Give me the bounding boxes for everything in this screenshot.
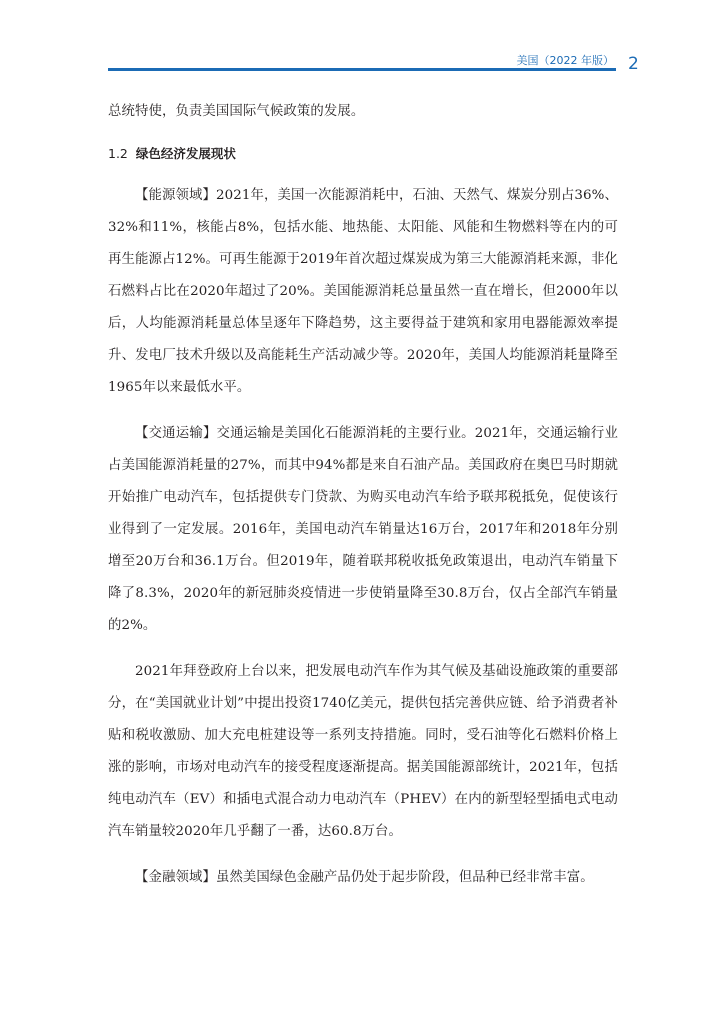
section-title: 绿色经济发展现状 (135, 146, 236, 161)
document-body (108, 96, 618, 894)
paragraph-tag: 【金融领域】 (135, 870, 216, 885)
section-number: 1.2 (108, 146, 128, 161)
paragraph-tag: 【交通运输】 (135, 426, 217, 441)
paragraph-energy (108, 180, 618, 404)
paragraph-text: 2021年，美国一次能源消耗中，石油、天然气、煤炭分别占36%、32%和11%，核能占8%，包括水能、地热能、太阳能、风能和生物燃料等在内的可再生能源占12%。可再生能源于2019年首次超过煤炭成为第三大能源消耗来源，非化石燃料占比在2020年超过了20%。美国能源消耗总量虽然一直在增长，但2000年以后，人均能源消耗量总体呈逐年下降趋势，这主要得益于建筑和家用电器能源效率提升、发电厂技术升级以及高能耗生产活动减少等。2020年，美国人均能源消耗量降至1965年以来最低水平。 (108, 188, 618, 395)
paragraph-tag: 【能源领域】 (135, 188, 216, 203)
page-number: 2 (628, 54, 639, 74)
paragraph-text: 虽然美国绿色金融产品仍处于起步阶段，但品种已经非常丰富。 (215, 870, 594, 885)
header-rule (108, 68, 616, 71)
paragraph-transport (108, 418, 618, 642)
section-heading (108, 138, 618, 170)
paragraph-ev-policy: 2021年拜登政府上台以来，把发展电动汽车作为其气候及基础设施政策的重要部分，在“美国就业计划”中提出投资1740亿美元，提供包括完善供应链、给予消费者补贴和税收激励、加大充电桩建设等一系列支持措施。同时，受石油等化石燃料价格上涨的影响，市场对电动汽车的接受程度逐渐提高。据美国能源部统计，2021年，包括纯电动汽车（EV）和插电式混合动力电动汽车（PHEV）在内的新型轻型插电式电动汽车销量较2020年几乎翻了一番，达60.8万台。 (108, 664, 618, 839)
paragraph-continuation: 总统特使，负责美国国际气候政策的发展。 (108, 104, 365, 119)
paragraph-text: 交通运输是美国化石能源消耗的主要行业。2021年，交通运输行业占美国能源消耗量的27%，而其中94%都是来自石油产品。美国政府在奥巴马时期就开始推广电动汽车，包括提供专门贷款、为购买电动汽车给予联邦税抵免，促使该行业得到了一定发展。2016年，美国电动汽车销量达16万台，2017年和2018年分别增至20万台和36.1万台。但2019年，随着联邦税收抵免政策退出，电动汽车销量下降了8.3%，2020年的新冠肺炎疫情进一步使销量降至30.8万台，仅占全部汽车销量的2%。 (108, 426, 618, 633)
paragraph-finance (108, 862, 618, 894)
page-header (0, 0, 724, 80)
running-header-title: 美国（2022 年版） (516, 54, 614, 67)
